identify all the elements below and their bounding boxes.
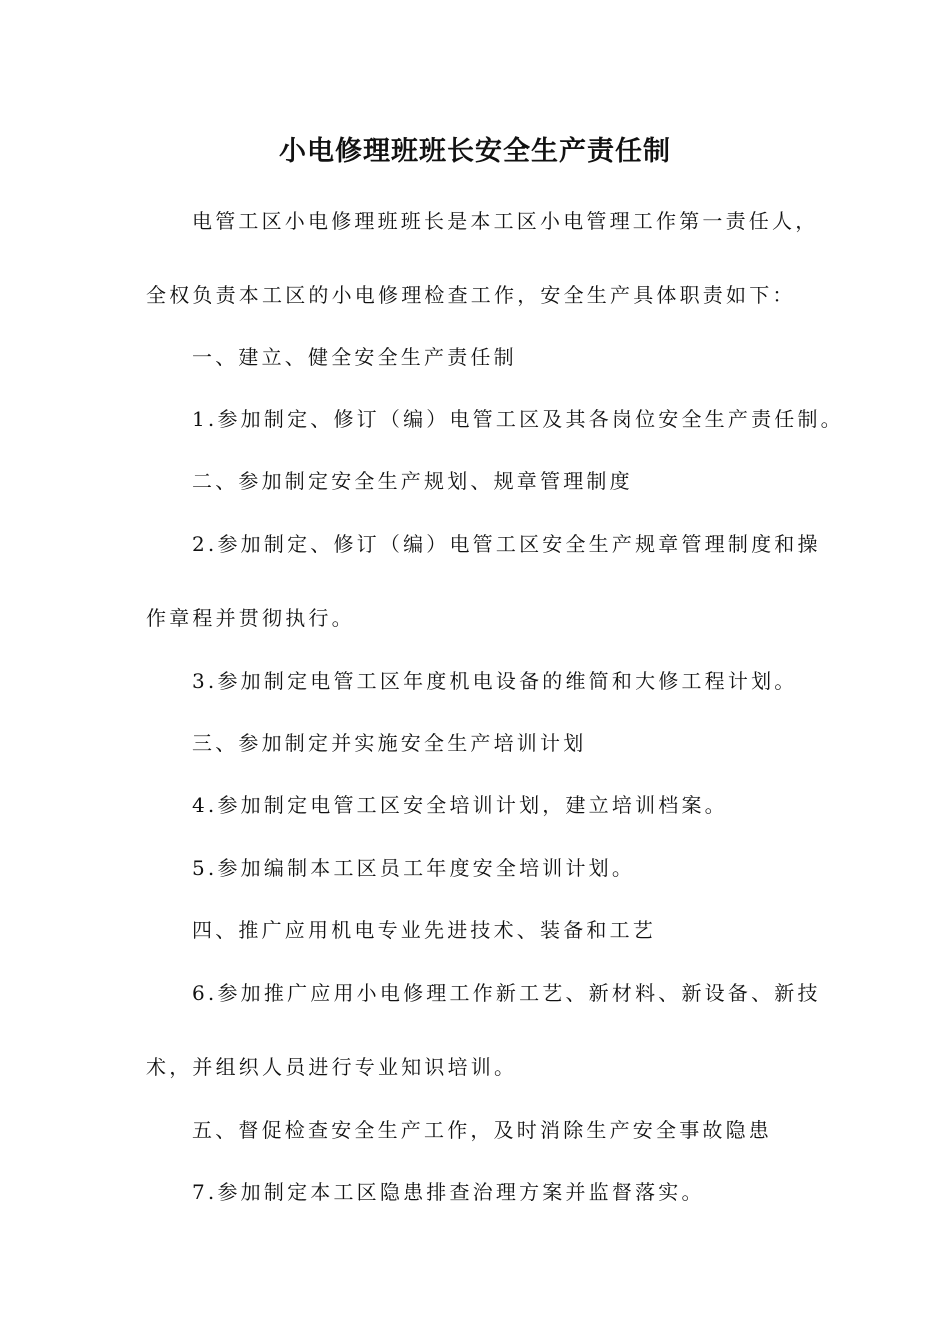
section-heading-3: 三、参加制定并实施安全生产培训计划	[192, 731, 587, 755]
item-6-line-2: 术，并组织人员进行专业知识培训。	[146, 1055, 518, 1079]
item-7: 7.参加制定本工区隐患排查治理方案并监督落实。	[192, 1180, 705, 1204]
section-heading-2: 二、参加制定安全生产规划、规章管理制度	[192, 469, 633, 493]
item-2-line-1: 2.参加制定、修订（编）电管工区安全生产规章管理制度和操	[192, 532, 821, 556]
section-heading-1: 一、建立、健全安全生产责任制	[192, 345, 517, 369]
item-4: 4.参加制定电管工区安全培训计划，建立培训档案。	[192, 793, 728, 817]
section-heading-5: 五、督促检查安全生产工作，及时消除生产安全事故隐患	[192, 1118, 772, 1142]
item-2-line-2: 作章程并贯彻执行。	[146, 606, 355, 630]
item-5: 5.参加编制本工区员工年度安全培训计划。	[192, 856, 636, 880]
item-3: 3.参加制定电管工区年度机电设备的维简和大修工程计划。	[192, 669, 798, 693]
paragraph-line-intro-1: 电管工区小电修理班班长是本工区小电管理工作第一责任人，	[192, 209, 819, 233]
paragraph-line-intro-2: 全权负责本工区的小电修理检查工作，安全生产具体职责如下：	[146, 283, 796, 307]
item-6-line-1: 6.参加推广应用小电修理工作新工艺、新材料、新设备、新技	[192, 981, 821, 1005]
item-1: 1.参加制定、修订（编）电管工区及其各岗位安全生产责任制。	[192, 407, 844, 431]
document-title: 小电修理班班长安全生产责任制	[279, 136, 671, 167]
section-heading-4: 四、推广应用机电专业先进技术、装备和工艺	[192, 918, 656, 942]
